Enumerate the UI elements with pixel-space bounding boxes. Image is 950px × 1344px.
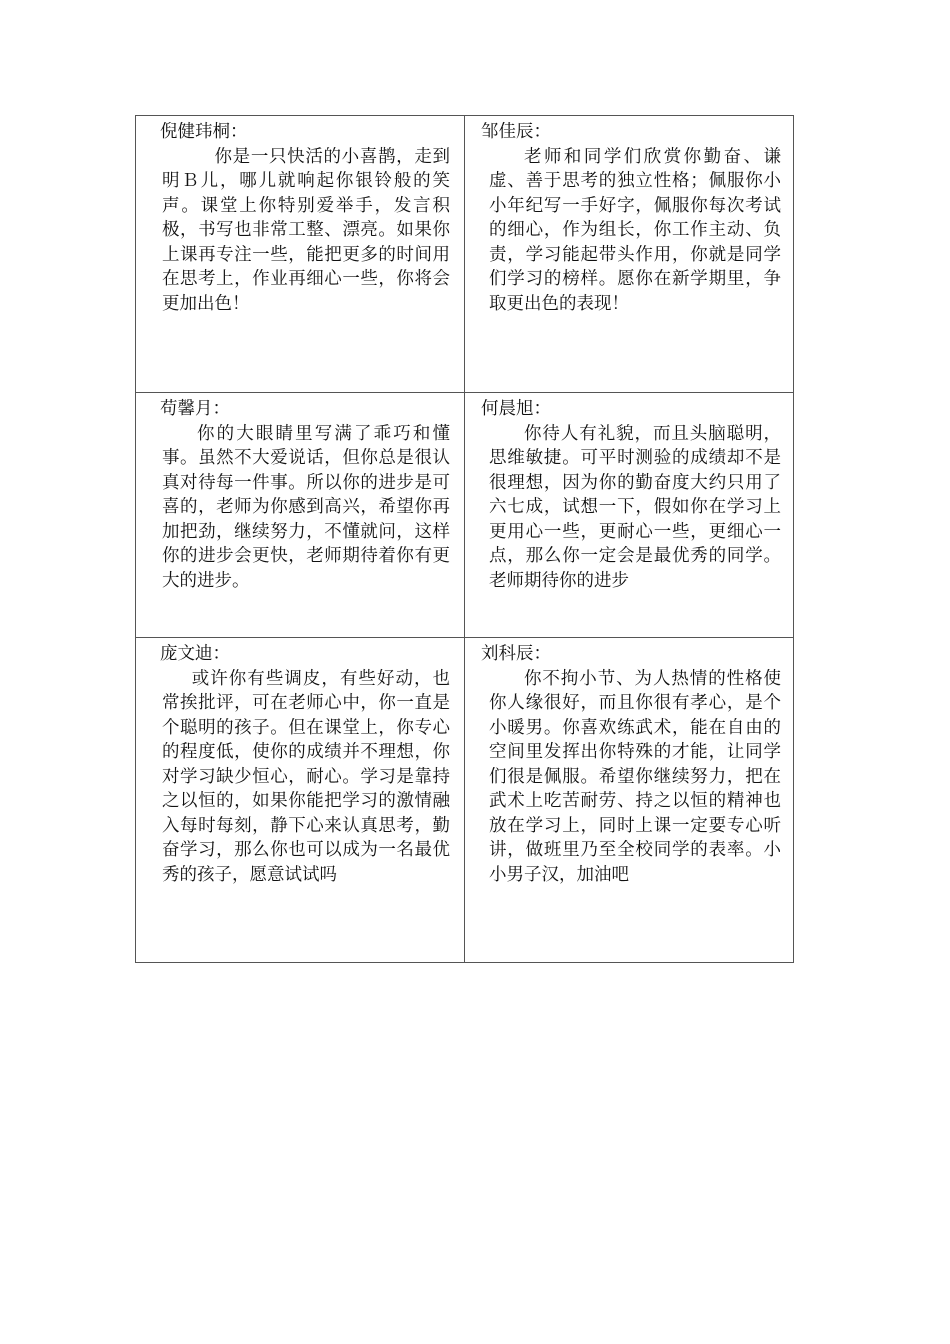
comment-text: 你的大眼睛里写满了乖巧和懂事。虽然不大爱说话，但你总是很认真对待每一件事。所以你的进步是可喜的，老师为你感到高兴，希望你再加把劲，继续努力，不懂就问，这样你的进步会更快，老师期待着你有更大的进步。 — [162, 423, 450, 591]
comment-text: 你待人有礼貌，而且头脑聪明，思维敏捷。可平时测验的成绩却不是很理想，因为你的勤奋度大约只用了六七成，试想一下，假如你在学习上更用心一些，更耐心一些，更细心一点，那么你一定会是最优秀的同学。老师期待你的进步 — [489, 423, 781, 591]
student-name: 庞文迪： — [160, 644, 230, 664]
student-name: 苟馨月： — [160, 399, 230, 419]
table-row — [136, 638, 794, 963]
comment-cell — [136, 638, 465, 963]
comment-cell — [136, 116, 465, 393]
comment-cell — [465, 116, 794, 393]
table-row — [136, 393, 794, 638]
comment-text: 或许你有些调皮，有些好动，也常挨批评，可在老师心中，你一直是个聪明的孩子。但在课堂上，你专心的程度低，使你的成绩并不理想，你对学习缺少恒心，耐心。学习是靠持之以恒的，如果你能把学习的激情融入每时每刻，静下心来认真思考，勤奋学习，那么你也可以成为一名最优秀的孩子，愿意试试吗 — [162, 668, 450, 885]
student-name: 刘科辰： — [481, 644, 551, 664]
table-row — [136, 116, 794, 393]
comment-cell — [465, 638, 794, 963]
student-name: 邹佳辰： — [481, 122, 551, 142]
comment-text: 你是一只快活的小喜鹊，走到明Ｂ儿，哪儿就响起你银铃般的笑声。课堂上你特别爱举手，发言积极，书写也非常工整、漂亮。如果你上课再专注一些，能把更多的时间用在思考上，作业再细心一些，你将会更加出色！ — [162, 146, 450, 314]
student-name: 倪健玮桐： — [160, 122, 248, 142]
comment-cell — [465, 393, 794, 638]
comment-cell — [136, 393, 465, 638]
student-name: 何晨旭： — [481, 399, 551, 419]
student-comments-table — [135, 115, 794, 963]
comment-text: 你不拘小节、为人热情的性格使你人缘很好，而且你很有孝心，是个小暖男。你喜欢练武术，能在自由的空间里发挥出你特殊的才能，让同学们很是佩服。希望你继续努力，把在武术上吃苦耐劳、持之以恒的精神也放在学习上，同时上课一定要专心听讲，做班里乃至全校同学的表率。小小男子汉，加油吧 — [489, 668, 781, 885]
comment-text: 老师和同学们欣赏你勤奋、谦虚、善于思考的独立性格；佩服你小小年纪写一手好字，佩服你每次考试的细心，作为组长，你工作主动、负责，学习能起带头作用，你就是同学们学习的榜样。愿你在新学期里，争取更出色的表现！ — [489, 146, 781, 314]
